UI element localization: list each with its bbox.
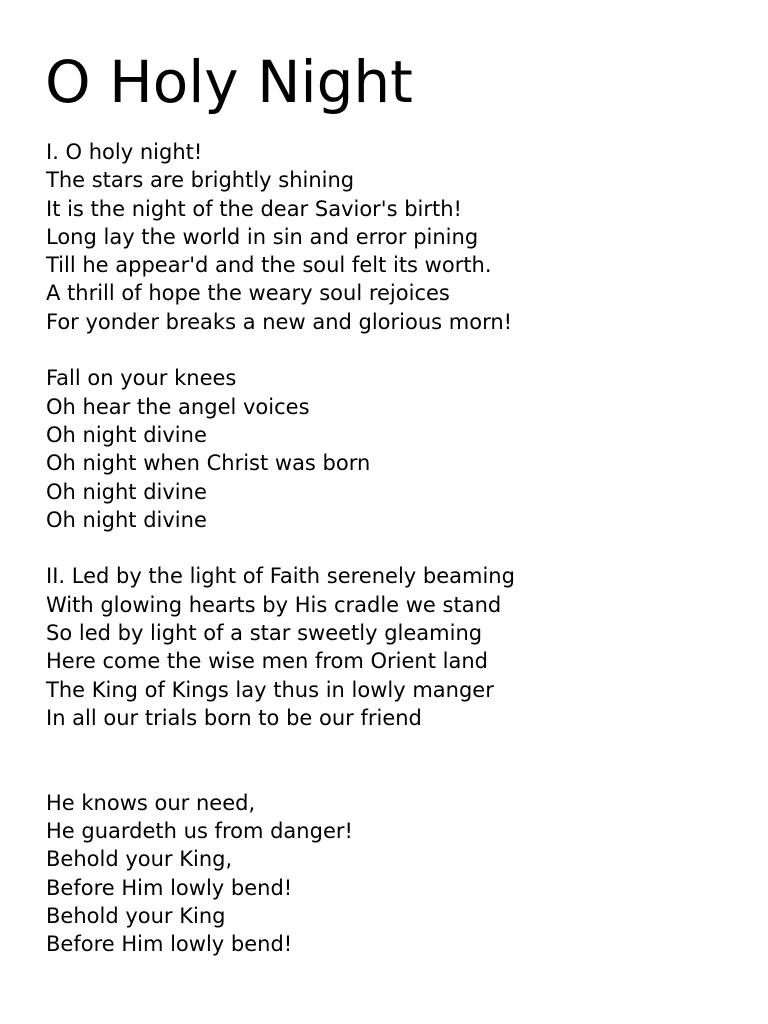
lyric-line: A thrill of hope the weary soul rejoices [46, 281, 450, 306]
lyric-line: Before Him lowly bend! [46, 932, 293, 957]
lyric-line: It is the night of the dear Savior's birth! [46, 196, 462, 221]
lyric-line: For yonder breaks a new and glorious morn! [46, 309, 513, 334]
lyric-line: He knows our need, [46, 790, 256, 815]
lyric-line: Oh hear the angel voices [46, 394, 310, 419]
lyric-line: Behold your King, [46, 847, 233, 872]
page-title: O Holy Night [45, 48, 413, 116]
lyric-line: Oh night divine [46, 422, 207, 447]
lyric-line: II. Led by the light of Faith serenely beaming [46, 564, 515, 589]
lyric-line: Oh night divine [46, 507, 207, 532]
lyric-line: He guardeth us from danger! [46, 819, 353, 844]
lyric-line: So led by light of a star sweetly gleaming [46, 621, 483, 646]
lyric-line: Oh night when Christ was born [46, 451, 371, 476]
lyric-line: With glowing hearts by His cradle we stand [46, 592, 502, 617]
lyric-line: Behold your King [46, 904, 226, 929]
stanza-verse-1 [46, 138, 746, 336]
lyric-line: I. O holy night! [46, 140, 203, 164]
lyric-line: In all our trials born to be our friend [46, 705, 422, 730]
lyric-line: The stars are brightly shining [46, 168, 355, 193]
lyric-line: Till he appear'd and the soul felt its worth. [46, 253, 492, 278]
stanza-refrain [46, 789, 746, 959]
stanza-chorus [46, 364, 746, 534]
lyric-line: Long lay the world in sin and error pining [46, 224, 479, 249]
lyric-line: Here come the wise men from Orient land [46, 649, 488, 674]
lyric-line: Fall on your knees [46, 366, 237, 391]
lyrics-body [46, 138, 746, 987]
lyric-line: Oh night divine [46, 479, 207, 504]
lyric-line: Before Him lowly bend! [46, 875, 293, 900]
lyric-line: The King of Kings lay thus in lowly manger [46, 677, 494, 702]
stanza-verse-2 [46, 562, 746, 732]
